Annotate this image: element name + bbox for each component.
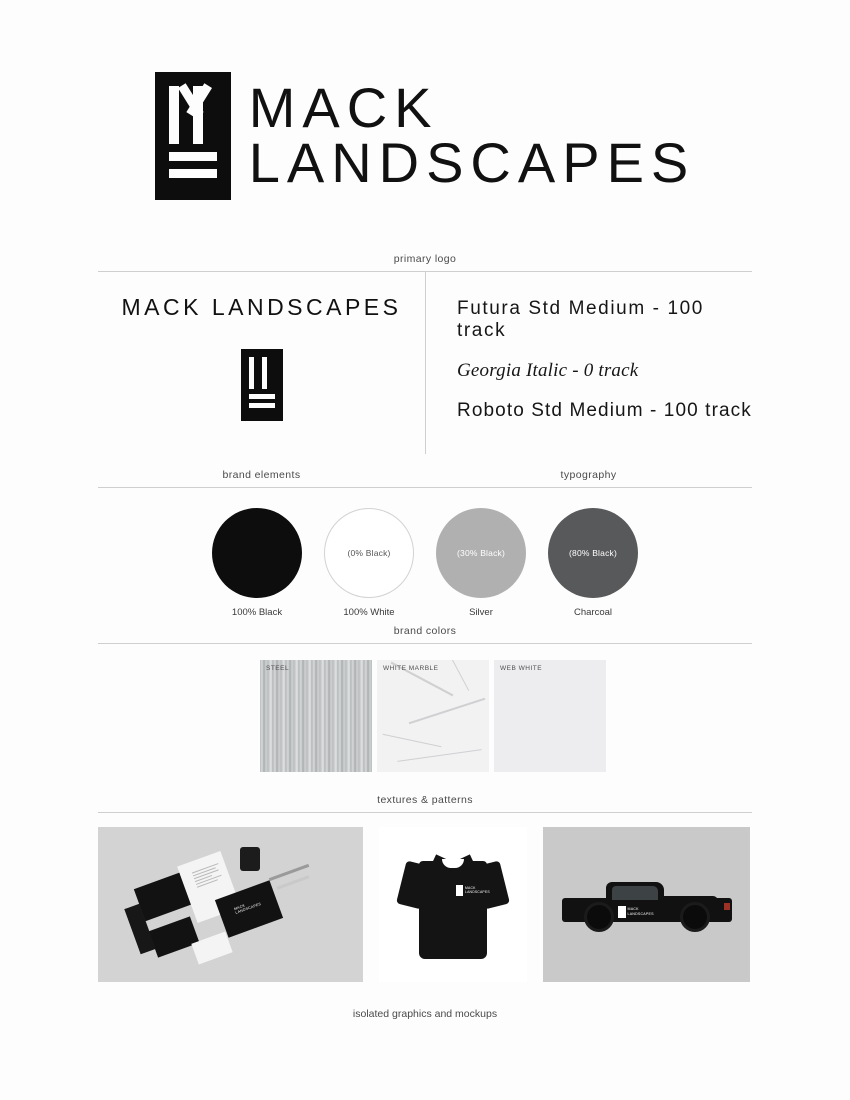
mockup-stationery (98, 827, 363, 982)
truck-logo-text (628, 907, 654, 916)
texture-web-white (494, 660, 606, 772)
stationery-logo-text: MACK LANDSCAPES (233, 901, 262, 915)
mockups-section (98, 813, 752, 982)
typeface-georgia: Georgia Italic - 0 track (457, 360, 639, 381)
caption-textures: textures & patterns (377, 794, 473, 806)
secondary-wordmark: MACK LANDSCAPES (121, 294, 402, 320)
brand-elements-panel (98, 272, 425, 462)
texture-steel (260, 660, 372, 772)
texture-white-marble (377, 660, 489, 772)
polo-logo-line2: LANDSCAPES (465, 890, 490, 894)
polo-graphic (401, 851, 505, 959)
swatch-circle-charcoal: (80% Black) (548, 508, 638, 598)
logo-word-line1: MACK (248, 76, 439, 140)
brand-colors-section (98, 488, 752, 618)
truck-graphic (562, 874, 732, 936)
truck-logo-mark-icon (618, 906, 626, 918)
caption-typography: typography (560, 469, 617, 481)
color-swatch (317, 508, 421, 618)
typeface-roboto: Roboto Std Medium - 100 track (457, 400, 752, 421)
logo-word-line2: LANDSCAPES (248, 131, 696, 194)
truck-logo-line1: MACK (627, 907, 639, 912)
swatch-label-black: 100% Black (231, 607, 283, 618)
typography-panel (426, 272, 752, 462)
polo-chest-logo (456, 885, 490, 896)
texture-label-steel: STEEL (266, 665, 290, 672)
swatch-label-silver: Silver (469, 607, 493, 618)
swatch-circle-black (212, 508, 302, 598)
mockup-polo-shirt (379, 827, 527, 982)
caption-brand-colors-row (98, 618, 752, 643)
swatch-label-white: 100% White (343, 607, 395, 618)
texture-label-white-marble: WHITE MARBLE (383, 665, 439, 672)
caption-primary-logo: primary logo (393, 253, 457, 265)
caption-brand-elements: brand elements (222, 469, 301, 481)
color-swatch (205, 508, 309, 618)
caption-mockups: isolated graphics and mockups (352, 1008, 498, 1020)
caption-brand-colors: brand colors (393, 625, 457, 637)
swatch-label-charcoal: Charcoal (573, 607, 613, 618)
primary-logo-lockup (0, 0, 850, 200)
polo-logo-line1: MACK (465, 885, 476, 890)
swatch-circle-silver: (30% Black) (436, 508, 526, 598)
truck-door-logo (618, 906, 654, 918)
polo-logo-text (465, 886, 490, 895)
logo-mark-icon (155, 72, 231, 200)
texture-label-web-white: WEB WHITE (500, 665, 543, 672)
caption-row-elements-typography (98, 462, 752, 487)
swatch-circle-white: (0% Black) (324, 508, 414, 598)
textures-section (98, 644, 752, 772)
brand-elements-typography-section (98, 272, 752, 462)
caption-primary-logo-row (98, 246, 752, 271)
truck-logo-line2: LANDSCAPES (627, 911, 654, 916)
color-swatch (429, 508, 533, 618)
caption-textures-row (98, 772, 752, 812)
typeface-futura: Futura Std Medium - 100 track (457, 298, 704, 341)
logo-wordmark (248, 76, 696, 194)
logo-mark-small-icon (241, 349, 283, 421)
mockup-truck (543, 827, 750, 982)
color-swatch (541, 508, 645, 618)
polo-logo-mark-icon (456, 885, 463, 896)
